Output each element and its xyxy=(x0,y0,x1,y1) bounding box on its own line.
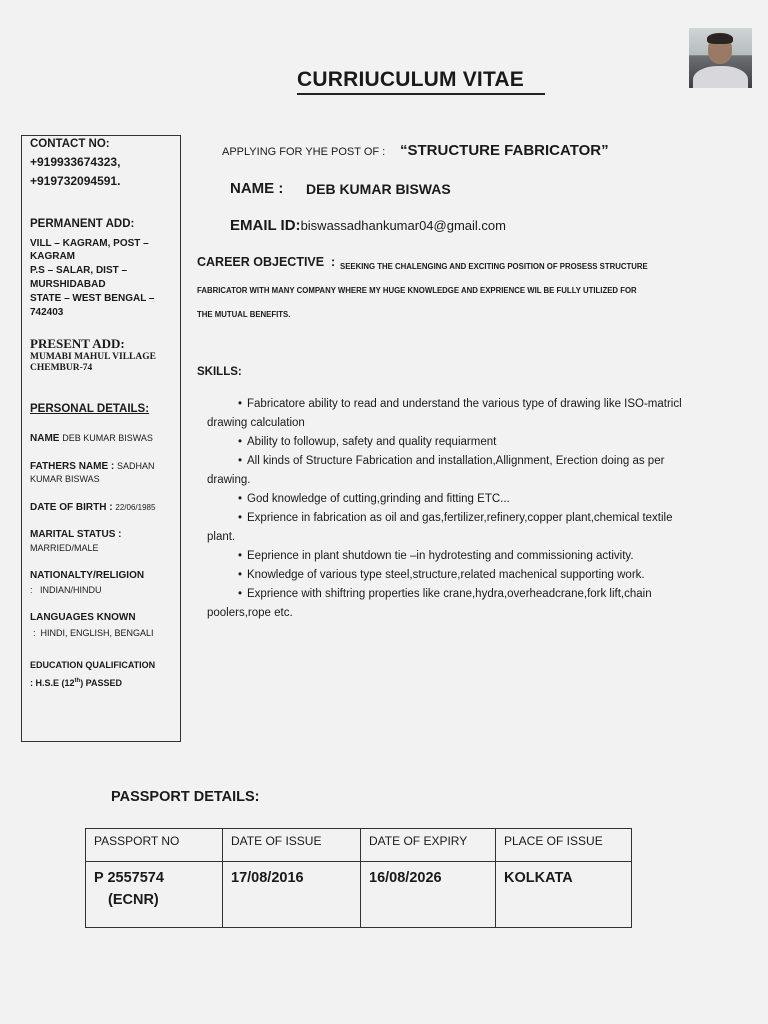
languages-value: : HINDI, ENGLISH, BENGALI xyxy=(33,628,154,638)
date-of-birth xyxy=(30,501,155,514)
career-objective-text: THE MUTUAL BENEFITS. xyxy=(197,310,291,319)
contact-phone-2: +919732094591. xyxy=(30,174,121,188)
profile-photo xyxy=(689,28,752,88)
column-header: DATE OF EXPIRY xyxy=(361,829,496,862)
column-header: PLACE OF ISSUE xyxy=(496,829,632,862)
table-row xyxy=(86,862,632,928)
title-underline xyxy=(297,93,545,95)
languages-label: LANGUAGES KNOWN xyxy=(30,612,136,623)
personal-name xyxy=(30,432,153,445)
present-address-line: CHEMBUR-74 xyxy=(30,363,93,373)
permanent-address-line: VILL – KAGRAM, POST – xyxy=(30,238,149,249)
email-value: biswassadhankumar04@gmail.com xyxy=(300,218,506,233)
skill-item: • Eeprience in plant shutdown tie –in hydrotesting and commissioning activity. xyxy=(237,550,634,562)
date-of-birth-value: 22/06/1985 xyxy=(115,503,156,512)
father-name-value: KUMAR BISWAS xyxy=(30,474,100,484)
skill-item: • Fabricatore ability to read and understand the various type of drawing like ISO-matricl drawing calculation xyxy=(207,398,682,429)
education-value: : H.S.E (12th) PASSED xyxy=(30,678,123,688)
marital-status-value: MARRIED/MALE xyxy=(30,543,99,553)
permanent-address-line: MURSHIDABAD xyxy=(30,279,106,290)
skill-item: • Knowledge of various type steel,structure,related machenical supporting work. xyxy=(237,569,645,581)
passport-ecnr: (ECNR) xyxy=(108,892,159,908)
passport-table xyxy=(85,828,632,928)
skill-item: • God knowledge of cutting,grinding and fitting ETC... xyxy=(237,493,510,505)
present-address-line: MUMABI MAHUL VILLAGE xyxy=(30,352,156,362)
contact-phone-1: +919933674323, xyxy=(30,155,121,169)
permanent-address-line: KAGRAM xyxy=(30,251,75,262)
skills-heading: SKILLS: xyxy=(197,366,242,378)
career-objective-label: CAREER OBJECTIVE : xyxy=(197,255,336,269)
father-name-value: SADHAN xyxy=(117,461,155,471)
skill-item: • Exprience with shiftring properties like crane,hydra,overheadcrane,fork lift,chain poolers,rope etc. xyxy=(207,588,652,619)
father-name-label: FATHERS NAME : xyxy=(30,461,115,472)
nationality-value: : INDIAN/HINDU xyxy=(30,585,102,595)
education-label: EDUCATION QUALIFICATION xyxy=(30,660,156,670)
skills-list xyxy=(207,395,752,623)
father-name xyxy=(30,460,155,473)
document-title: CURRIUCULUM VITAE xyxy=(297,68,524,91)
email xyxy=(230,217,506,235)
place-of-issue-cell: KOLKATA xyxy=(496,862,632,928)
personal-name-value: DEB KUMAR BISWAS xyxy=(62,433,153,443)
contact-heading: CONTACT NO: xyxy=(30,138,110,150)
column-header: DATE OF ISSUE xyxy=(223,829,361,862)
email-label: EMAIL ID: xyxy=(230,217,301,234)
passport-number-cell xyxy=(86,862,223,928)
permanent-address-line: STATE – WEST BENGAL – xyxy=(30,293,155,304)
skill-item: • Exprience in fabrication as oil and gas,fertilizer,refinery,copper plant,chemical textile plant. xyxy=(207,512,673,543)
permanent-address-line: 742403 xyxy=(30,307,64,318)
personal-details-heading: PERSONAL DETAILS: xyxy=(30,403,150,415)
name-value: DEB KUMAR BISWAS xyxy=(306,181,451,197)
passport-number: P 2557574 xyxy=(94,870,164,886)
skill-item: • Ability to followup, safety and quality requiarment xyxy=(237,436,497,448)
table-header-row xyxy=(86,829,632,862)
marital-status-label: MARITAL STATUS : xyxy=(30,529,122,540)
career-objective-text: FABRICATOR WITH MANY COMPANY WHERE MY HUGE KNOWLEDGE AND EXPRIENCE WIL BE FULLY UTILIZED FOR xyxy=(197,286,637,295)
name-label: NAME : xyxy=(230,180,284,197)
passport-heading: PASSPORT DETAILS: xyxy=(111,789,260,805)
date-of-expiry-cell: 16/08/2026 xyxy=(361,862,496,928)
career-objective-text: SEEKING THE CHALENGING AND EXCITING POSITION OF PROSESS STRUCTURE xyxy=(340,262,648,271)
date-of-birth-label: DATE OF BIRTH : xyxy=(30,502,113,513)
personal-name-label: NAME xyxy=(30,433,60,444)
column-header: PASSPORT NO xyxy=(86,829,223,862)
present-address-heading: PRESENT ADD: xyxy=(30,336,125,351)
nationality-label: NATIONALTY/RELIGION xyxy=(30,570,145,581)
permanent-address-line: P.S – SALAR, DIST – xyxy=(30,265,128,276)
skill-item: • All kinds of Structure Fabrication and installation,Allignment, Erection doing as per drawing. xyxy=(207,455,665,486)
applying-for-label: APPLYING FOR YHE POST OF : xyxy=(222,146,386,158)
permanent-address-heading: PERMANENT ADD: xyxy=(30,218,135,230)
date-of-issue-cell: 17/08/2016 xyxy=(223,862,361,928)
applying-for-value: “STRUCTURE FABRICATOR” xyxy=(400,142,609,159)
